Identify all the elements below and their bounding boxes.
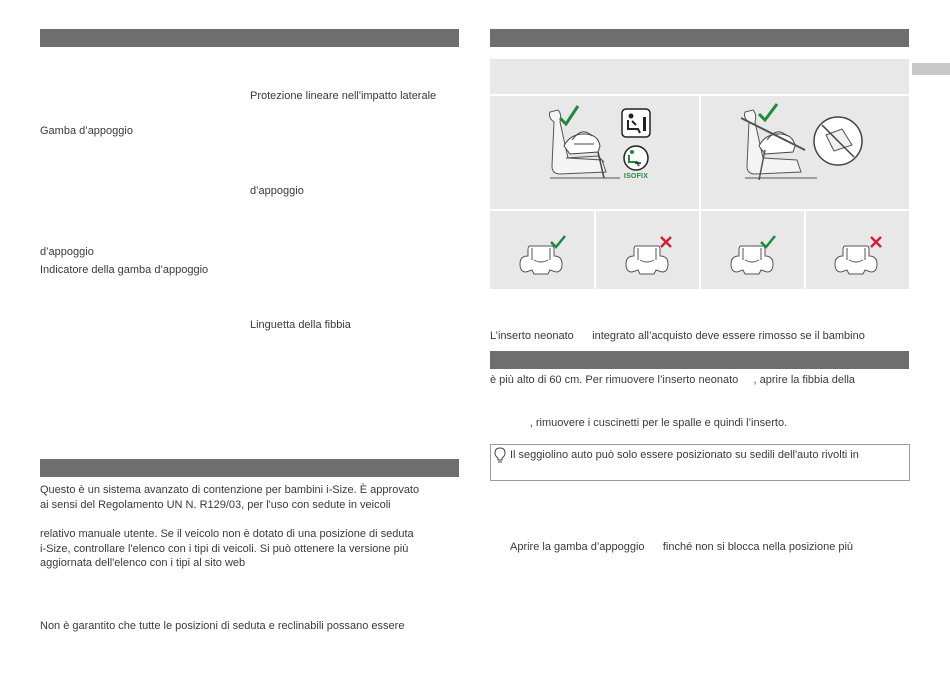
label-buckle-tongue: Linguetta della fibbia bbox=[250, 319, 351, 331]
vehicle-line: aggiornata dell'elenco con i tipi al sito web bbox=[40, 557, 246, 569]
illustration-header-strip bbox=[490, 59, 909, 94]
vehicle-paragraph bbox=[40, 527, 414, 571]
isofix-label: ISOFIX bbox=[623, 173, 649, 180]
check-icon bbox=[759, 104, 777, 120]
lightbulb-icon bbox=[494, 447, 506, 463]
section-header-bar-4 bbox=[490, 351, 909, 369]
check-icon bbox=[560, 106, 578, 124]
vehicle-line: relativo manuale utente. Se il veicolo non è dotato di una posizione di seduta bbox=[40, 528, 414, 540]
intro-line: ai sensi del Regolamento UN N. R129/03, per l'uso con sedute in veicoli bbox=[40, 498, 391, 511]
note-text: Il seggiolino auto può solo essere posizionato su sedili dell'auto rivolti in bbox=[510, 449, 859, 461]
insert-line: è più alto di 60 cm. Per rimuovere l’inserto neonato , aprire la fibbia della bbox=[490, 373, 856, 386]
section-header-bar-3 bbox=[490, 29, 909, 47]
no-base-icon bbox=[812, 115, 864, 167]
cross-icon bbox=[659, 235, 673, 249]
insert-paragraph bbox=[490, 300, 865, 445]
guarantee-text: Non è garantito che tutte le posizioni di seduta e reclinabili possano essere bbox=[40, 620, 405, 632]
vehicle-line: i-Size, controllare l'elenco con i tipi di veicoli. Si può ottenere la versione più bbox=[40, 542, 409, 555]
isize-badge-icon bbox=[622, 109, 650, 137]
step-text: Aprire la gamba d’appoggio finché non si blocca nella posizione più bbox=[510, 541, 854, 553]
label-support-leg-indicator: Indicatore della gamba d’appoggio bbox=[40, 264, 209, 276]
label-support-leg-part: d’appoggio bbox=[250, 185, 304, 197]
check-icon bbox=[759, 234, 777, 250]
check-icon bbox=[549, 234, 567, 250]
label-support-leg: Gamba d’appoggio bbox=[40, 125, 133, 137]
label-support-leg-part-2: d’appoggio bbox=[40, 246, 94, 258]
intro-paragraph bbox=[40, 483, 419, 512]
section-header-bar bbox=[40, 29, 459, 47]
insert-line: , rimuovere i cuscinetti per le spalle e quindi l’inserto. bbox=[490, 417, 788, 429]
cross-icon bbox=[869, 235, 883, 249]
insert-line: L’inserto neonato integrato all’acquisto deve essere rimosso se il bambino bbox=[490, 330, 865, 342]
label-linear-protection: Protezione lineare nell'impatto laterale bbox=[250, 90, 437, 102]
intro-line: Questo è un sistema avanzato di contenzione per bambini i-Size. È approvato bbox=[40, 484, 420, 496]
chapter-tab bbox=[912, 63, 950, 75]
section-header-bar-2 bbox=[40, 459, 459, 477]
